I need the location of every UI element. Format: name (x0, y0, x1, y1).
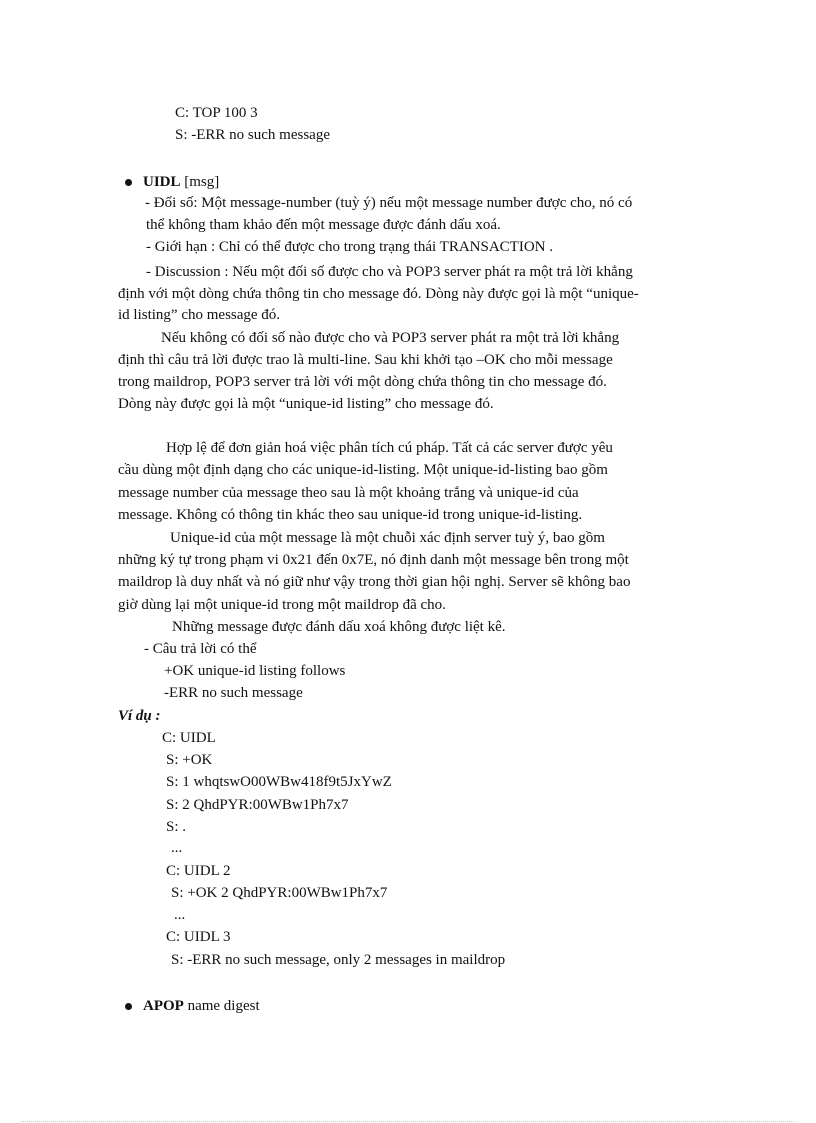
example-line: C: UIDL 2 (166, 863, 231, 879)
paragraph-4-line-3: maildrop là duy nhất và nó giữ như vậy trong thời gian hội nghị. Server sẽ không bao (118, 574, 631, 590)
top-command-line: C: TOP 100 3 (175, 105, 258, 121)
uidl-heading (143, 172, 219, 192)
uidl-restrictions: - Giới hạn : Chỉ có thể được cho trong trạng thái TRANSACTION . (146, 239, 553, 255)
paragraph-4-line-4: giờ dùng lại một unique-id trong một maildrop đã cho. (118, 597, 446, 613)
paragraph-2-line-3: trong maildrop, POP3 server trả lời với một dòng chứa thông tin cho message đó. (118, 374, 607, 390)
uidl-argument: [msg] (180, 174, 220, 190)
example-line: S: +OK 2 QhdPYR:00WBw1Ph7x7 (171, 885, 388, 901)
bullet-icon (125, 179, 132, 186)
example-line: S: +OK (166, 752, 213, 768)
top-response-line: S: -ERR no such message (175, 127, 330, 143)
example-line: C: UIDL (162, 730, 216, 746)
paragraph-3-line-3: message number của message theo sau là một khoảng trắng và unique-id của (118, 485, 579, 501)
paragraph-4-line-1: Unique-id của một message là một chuỗi xác định server tuỳ ý, bao gồm (170, 530, 605, 546)
apop-command: APOP (143, 998, 184, 1014)
example-line: S: 1 whqtswO00WBw418f9t5JxYwZ (166, 774, 392, 790)
paragraph-5: Những message được đánh dấu xoá không được liệt kê. (172, 619, 506, 635)
example-line: S: 2 QhdPYR:00WBw1Ph7x7 (166, 797, 349, 813)
uidl-arguments-line-2: thể không tham khảo đến một message được đánh dấu xoá. (146, 217, 501, 233)
paragraph-3-line-4: message. Không có thông tin khác theo sau unique-id trong unique-id-listing. (118, 507, 583, 523)
paragraph-2-line-2: định thì câu trả lời được trao là multi-line. Sau khi khởi tạo –OK cho mỗi message (118, 352, 613, 368)
uidl-command: UIDL (143, 174, 181, 190)
paragraph-2-line-4: Dòng này được gọi là một “unique-id listing” cho message đó. (118, 396, 494, 412)
response-ok: +OK unique-id listing follows (164, 663, 346, 679)
apop-argument: name digest (183, 998, 260, 1014)
example-label: Ví dụ : (118, 708, 161, 724)
response-label: - Câu trả lời có thể (144, 641, 257, 657)
example-line: ... (171, 840, 183, 856)
page-bottom-divider (22, 1121, 794, 1122)
paragraph-4-line-2: những ký tự trong phạm vi 0x21 đến 0x7E, nó định danh một message bên trong một (118, 552, 629, 568)
example-line: C: UIDL 3 (166, 929, 231, 945)
paragraph-3-line-2: cầu dùng một định dạng cho các unique-id-listing. Một unique-id-listing bao gồm (118, 462, 608, 478)
example-line: ... (174, 907, 186, 923)
example-line: S: . (166, 819, 187, 835)
paragraph-3-line-1: Hợp lệ để đơn giản hoá việc phân tích cú pháp. Tất cả các server được yêu (166, 440, 613, 456)
uidl-discussion-line-1: - Discussion : Nếu một đối số được cho và POP3 server phát ra một trả lời khẳng (146, 264, 633, 280)
bullet-icon (125, 1003, 132, 1010)
uidl-discussion-line-2: định với một dòng chứa thông tin cho message đó. Dòng này được gọi là một “unique- (118, 286, 639, 302)
uidl-discussion-line-3: id listing” cho message đó. (118, 307, 281, 323)
example-line: S: -ERR no such message, only 2 messages in maildrop (171, 952, 506, 968)
apop-heading (143, 996, 260, 1016)
response-err: -ERR no such message (164, 685, 303, 701)
paragraph-2-line-1: Nếu không có đối số nào được cho và POP3 server phát ra một trả lời khẳng (161, 330, 620, 346)
uidl-arguments-line-1: - Đối số: Một message-number (tuỳ ý) nếu một message number được cho, nó có (145, 195, 633, 211)
